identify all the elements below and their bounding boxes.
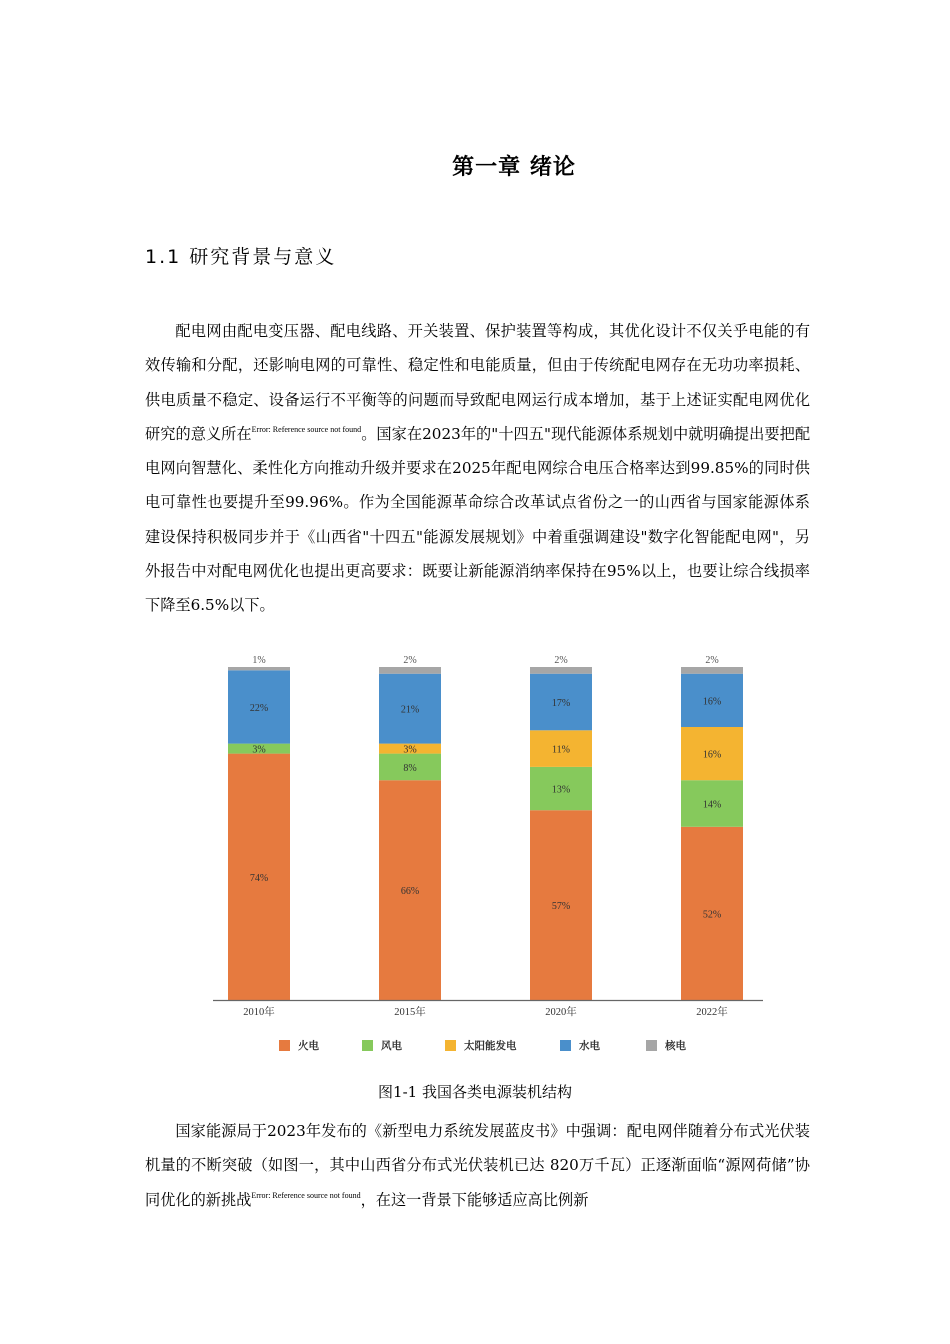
bar-2-4 xyxy=(530,667,592,674)
paragraph-1-text-b: 。国家在2023年的"十四五"现代能源体系规划中就明确提出要把配电网向智慧化、柔性化方向推动升级并要求在2025年配电网综合电压合格率达到99.85%的同时供电可靠性也要提升至99.96%。作为全国能源革命综合改革试点省份之一的山西省与国家能源体系建设保持积极同步并于《山西省"十四五"能源发展规划》中着重强调建设"数字化智能配电网"，另外报告中对配电网优化也提出更高要求：既要让新能源消纳率保持在95%以上，也要让综合线损率下降至6.5%以下。 xyxy=(145,424,811,615)
x-tick-label-0: 2010年 xyxy=(243,1007,275,1018)
section-title: 1.1 研究背景与意义 xyxy=(145,246,337,268)
power-capacity-chart xyxy=(205,648,775,1058)
chapter-title: 第一章 绪论 xyxy=(452,155,576,180)
x-tick-label-1: 2015年 xyxy=(394,1007,426,1018)
data-label-1-3: 21% xyxy=(400,704,420,716)
data-label-1-0: 66% xyxy=(400,886,420,898)
reference-error-2: Error: Reference source not found xyxy=(251,1190,361,1200)
paragraph-2-text-b: ，在这一背景下能够适应高比例新 xyxy=(360,1190,589,1209)
data-label-2-4: 2% xyxy=(554,655,568,666)
data-label-3-1: 14% xyxy=(702,799,722,811)
data-label-3-4: 2% xyxy=(705,655,719,666)
legend-label-1: 风电 xyxy=(381,1040,402,1052)
paragraph-2 xyxy=(145,1114,810,1217)
data-label-1-1: 8% xyxy=(403,762,417,774)
paragraph-1-text-a: 配电网由配电变压器、配电线路、开关装置、保护装置等构成，其优化设计不仅关乎电能的有效传输和分配，还影响电网的可靠性、稳定性和电能质量，但由于传统配电网存在无功功率损耗、供电质量不稳定、设备运行不平衡等的问题而导致配电网运行成本增加，基于上述证实配电网优化研究的意义所在 xyxy=(145,322,810,443)
bar-0-4 xyxy=(228,667,290,670)
data-label-1-4: 2% xyxy=(403,655,417,666)
data-label-3-3: 16% xyxy=(702,696,722,708)
data-label-3-0: 52% xyxy=(702,909,722,921)
reference-error-1: Error: Reference source not found xyxy=(251,424,362,434)
x-tick-label-3: 2022年 xyxy=(696,1007,728,1018)
legend-swatch-4 xyxy=(646,1040,657,1051)
data-label-2-2: 11% xyxy=(552,744,570,756)
legend-swatch-1 xyxy=(362,1040,373,1051)
figure-caption: 图1-1 我国各类电源装机结构 xyxy=(378,1083,572,1101)
legend-swatch-3 xyxy=(560,1040,571,1051)
paragraph-2-text-a: 国家能源局于2023年发布的《新型电力系统发展蓝皮书》中强调：配电网伴随着分布式光伏装机量的不断突破（如图一，其中山西省分布式光伏装机已达 820万千瓦）正逐渐面临“源网荷储”协同优化的新挑战 xyxy=(145,1122,810,1209)
legend-label-2: 太阳能发电 xyxy=(464,1040,517,1052)
legend-label-4: 核电 xyxy=(665,1040,686,1052)
data-label-1-2: 3% xyxy=(403,744,417,756)
bar-3-4 xyxy=(681,667,743,674)
data-label-3-2: 16% xyxy=(702,749,722,761)
data-label-2-0: 57% xyxy=(551,901,571,913)
legend-swatch-2 xyxy=(445,1040,456,1051)
legend-label-3: 水电 xyxy=(579,1040,600,1052)
legend-swatch-0 xyxy=(279,1040,290,1051)
data-label-0-0: 74% xyxy=(249,872,269,884)
data-label-0-3: 22% xyxy=(249,703,269,714)
data-label-0-1: 3% xyxy=(252,744,266,756)
data-label-0-4: 1% xyxy=(252,655,266,666)
paragraph-1 xyxy=(145,314,810,623)
bar-1-4 xyxy=(379,667,441,674)
legend-label-0: 火电 xyxy=(298,1040,319,1052)
data-label-2-1: 13% xyxy=(551,784,571,796)
x-tick-label-2: 2020年 xyxy=(545,1007,577,1018)
data-label-2-3: 17% xyxy=(551,698,571,709)
